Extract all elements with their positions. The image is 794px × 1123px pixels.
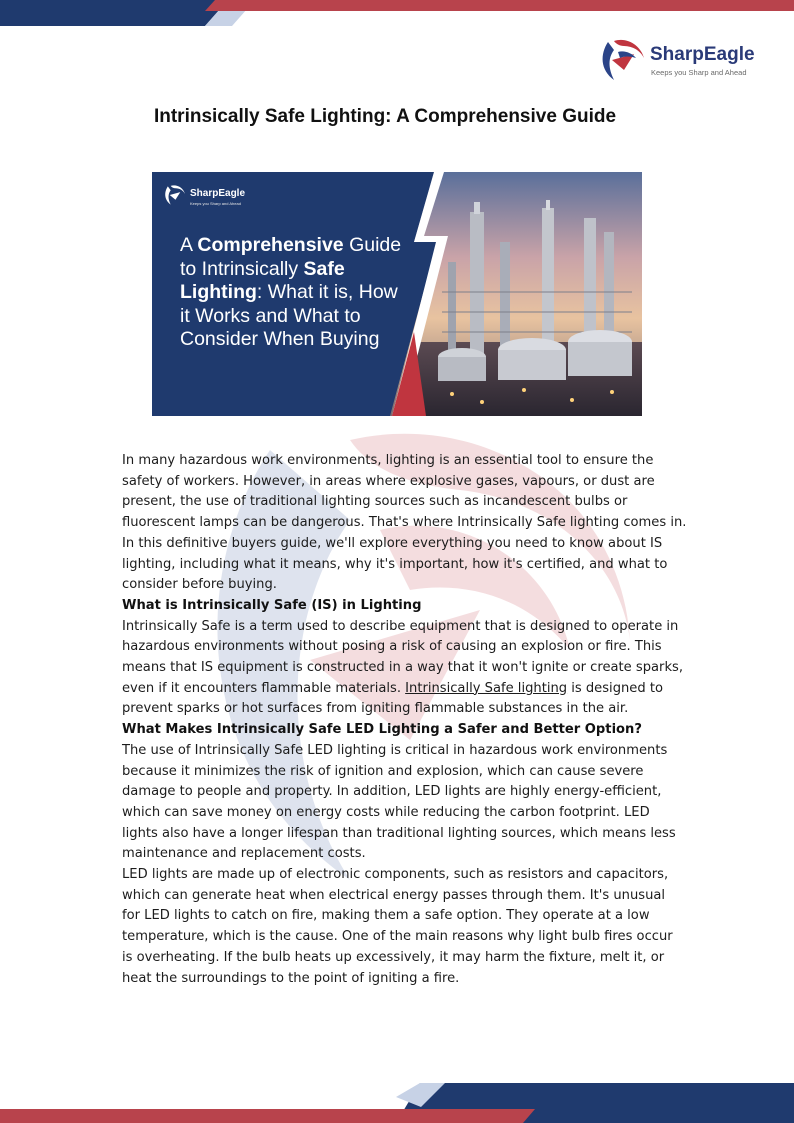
article-body: [122, 451, 687, 989]
bottom-decorative-band: [0, 1083, 794, 1123]
led-heat-paragraph: LED lights are made up of electronic components, such as resistors and capacitors, which can generate heat when electrical energy passes through them. It's unusual for LED lights to catch on fire, making them a safe option. They operate at a low temperature, which is the cause. One of the main reasons why light bulb fires occur is overheating. If the bulb heats up excessively, it may harm the fixture, melt it, or heat the surroundings to the point of igniting a fire.: [122, 867, 673, 986]
banner-headline-part: Guide to Intrinsically: [180, 234, 402, 280]
banner-headline-bold: Safe Lighting: [180, 257, 345, 304]
guide-banner-image: [152, 172, 642, 416]
logo-tagline: Keeps you Sharp and Ahead: [651, 68, 747, 77]
banner-headline-part: : What it is, How it Works and What to Consider When Buying: [180, 281, 398, 351]
section-heading-led-safer: What Makes Intrinsically Safe LED Lighting a Safer and Better Option?: [122, 722, 642, 738]
banner-logo-tagline: Keeps you Sharp and Ahead: [190, 201, 241, 206]
intrinsically-safe-lighting-link[interactable]: Intrinsically Safe lighting: [405, 680, 568, 696]
banner-headline: [180, 234, 410, 352]
section-heading-is-lighting: What is Intrinsically Safe (IS) in Lighting: [122, 597, 422, 613]
is-definition-paragraph: [122, 617, 687, 721]
paragraph-text: is designed to prevent sparks or hot surfaces from igniting flammable substances in the air.: [122, 680, 663, 717]
banner-headline-bold: Comprehensive: [197, 234, 344, 256]
logo-name: SharpEagle: [650, 44, 755, 65]
banner-logo-name: SharpEagle: [190, 188, 246, 199]
banner-headline-part: A: [180, 234, 198, 256]
banner-logo: [164, 184, 264, 208]
paragraph-text: Intrinsically Safe is a term used to describe equipment that is designed to operate in hazardous environments without posing a risk of causing an explosion or fire. This means that IS equipment is constructed in a way that it won't ignite or create sparks, even if it encounters flammable materials.: [122, 618, 684, 696]
intro-paragraph: In many hazardous work environments, lighting is an essential tool to ensure the safety of workers. However, in areas where explosive gases, vapours, or dust are present, the use of traditional lighting sources such as incandescent bulbs or fluorescent lamps can be dangerous. That's where Intrinsically Safe lighting comes in. In this definitive buyers guide, we'll explore everything you need to know about IS lighting, including what it means, why it's important, how it's certified, and what to consider before buying.: [122, 453, 687, 593]
page-title: Intrinsically Safe Lighting: A Comprehensive Guide: [153, 106, 617, 127]
sharpeagle-logo: [600, 38, 760, 82]
led-benefits-paragraph: The use of Intrinsically Safe LED lighting is critical in hazardous work environments because it minimizes the risk of ignition and explosion, which can cause severe damage to people and property. In addition, LED lights are highly energy-efficient, which can save money on energy costs while reducing the carbon footprint. LED lights also have a longer lifespan than traditional lighting sources, which means less maintenance and replacement costs.: [122, 742, 676, 862]
eagle-logo-icon: [600, 38, 646, 82]
banner-eagle-icon: [164, 184, 186, 206]
top-decorative-band: [0, 0, 794, 26]
